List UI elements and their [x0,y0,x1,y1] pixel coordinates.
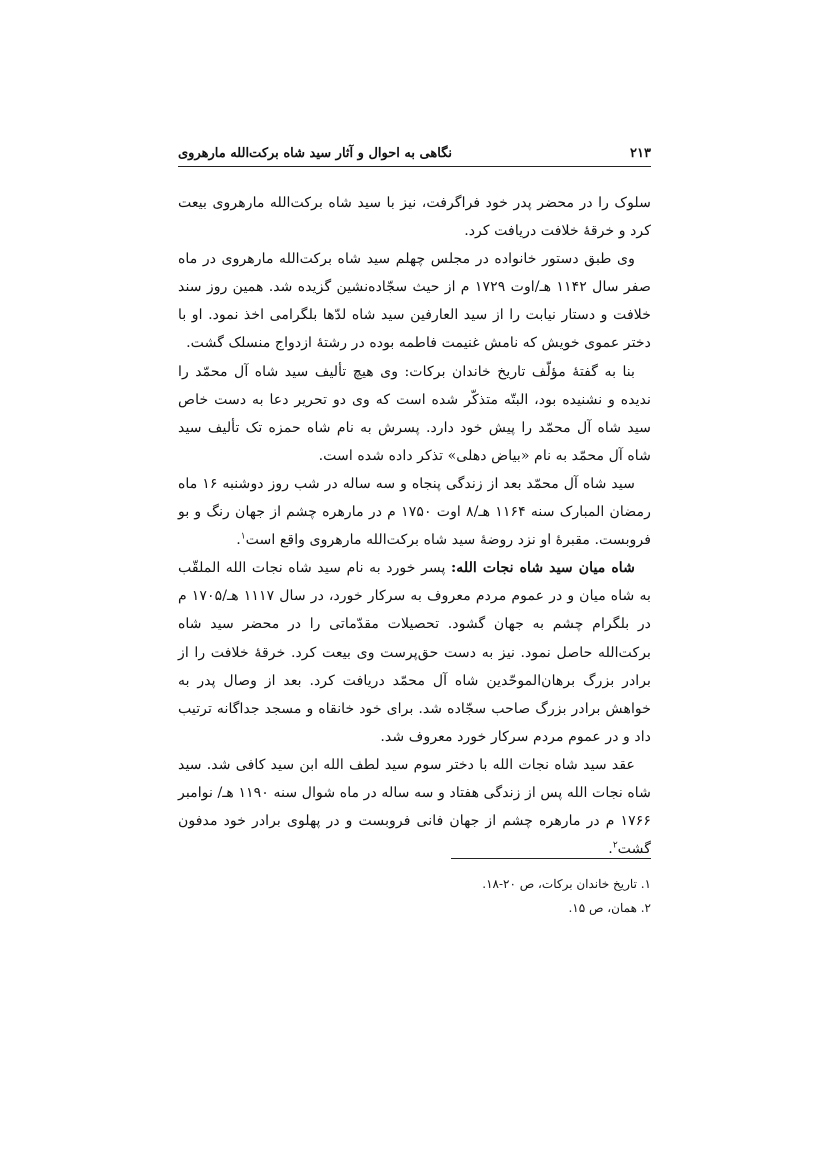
header-rule [178,166,651,167]
running-title: نگاهی به احوال و آثار سید شاه برکت‌الله مارهروی [178,145,452,161]
footnotes [178,872,651,920]
paragraph [178,189,651,245]
page-number: ۲۱۳ [630,145,651,161]
paragraph: سید شاه آل محمّد بعد از زندگی پنجاه و سه ساله در شب روز دوشنبه ۱۶ ماه رمضان المبارک سنه ۱۱۶۴ هـ/۸ اوت ۱۷۵۰ م در مارهره چشم از جهان رنگ و بو فروبست. مقبرهٔ او نزد روضهٔ سید شاه برکت‌الله مارهروی واقع است$^۱$. [178,475,652,549]
paragraph: عقد سید شاه نجات الله با دختر سوم سید لطف الله ابن سید کافی شد. سید شاه نجات الله پس از زندگی هفتاد و سه ساله در ماه شوال سنه ۱۱۹۰ هـ/ نوامبر ۱۷۶۶ م در مارهره چشم از جهان فانی فروبست و در پهلوی برادر خود مدفون گشت$^۲$. [178,756,651,858]
footnote-marker: ۲ [612,840,618,851]
footnote-marker: ۱ [240,531,246,542]
footnote: ۲. همان، ص ۱۵. [568,901,651,915]
paragraph [178,358,651,470]
paragraph-text: عقد سید شاه نجات الله با دختر سوم سید لطف الله ابن سید کافی شد. سید شاه نجات الله پس از زندگی هفتاد و سه ساله در ماه شوال سنه ۱۱۹۰ هـ/ نوامبر ۱۷۶۶ م در مارهره چشم از جهان فانی فروبست و در پهلوی برادر خود مدفون گشت [178,756,651,858]
section-heading: شاه میان سید شاه نجات الله: [451,560,635,577]
paragraph-text: سید شاه آل محمّد بعد از زندگی پنجاه و سه ساله در شب روز دوشنبه ۱۶ ماه رمضان المبارک سنه ۱۱۶۴ هـ/۸ اوت ۱۷۵۰ م در مارهره چشم از جهان رنگ و بو فروبست. مقبرهٔ او نزد روضهٔ سید شاه برکت‌الله مارهروی واقع است [178,475,652,549]
footnote: ۱. تاریخ خاندان برکات، ص ۲۰-۱۸. [482,877,651,891]
paragraph-text: سلوک را در محضر پدر خود فراگرفت، نیز با سید شاه برکت‌الله مارهروی بیعت کرد و خرقهٔ خلافت دریافت کرد. [178,195,651,240]
paragraph-text: بنا به گفتهٔ مؤلّف تاریخ خاندان برکات: وی هیچ تألیف سید شاه آل محمّد را ندیده و نشنیده بود، البتّه متذکّر شده است که وی دو تحریر دعا به دست خاص سید شاه آل محمّد را پیش خود دارد. پسرش به نام شاه حمزه تک تألیف سید شاه آل محمّد به نام «بیاض دهلی» تذکر داده شده است. [178,363,651,464]
paragraph-text: وی طبق دستور خانواده در مجلس چهلم سید شاه برکت‌الله مارهروی در ماه صفر سال ۱۱۴۲ هـ/اوت ۱۷۲۹ م از حیث سجّاده‌نشین گزیده شد. همین روز سند خلافت و دستار نیابت را از سید العارفین سید شاه لدّها بلگرامی اخذ نمود. او با دختر عموی خویش که نامش غنیمت فاطمه بوده در رشتهٔ ازدواج منسلک گشت. [178,251,651,352]
paragraph-text: پسر خورد به نام سید شاه نجات الله الملقّب به شاه میان و در عموم مردم معروف به سرکار خورد، در سال ۱۱۱۷ هـ/۱۷۰۵ م در بلگرام چشم به جهان گشود. تحصیلات مقدّماتی را در محضر سید شاه برکت‌الله حاصل نمود. نیز به دست حق‌پرست وی بیعت کرد. خرقهٔ خلافت را از برادر بزرگ برهان‌الموحّدین شاه آل محمّد دریافت کرد. بعد از وصال پدر به خواهش برادر بزرگ صاحب سجّاده شد. برای خود خانقاه و مسجد جداگانه ترتیب داد و در عموم مردم سرکار خورد معروف شد. [178,560,652,745]
paragraph [178,554,651,751]
page-header [178,143,651,163]
paragraph [178,245,651,357]
body-text [178,189,651,863]
footnote-rule [451,858,651,859]
